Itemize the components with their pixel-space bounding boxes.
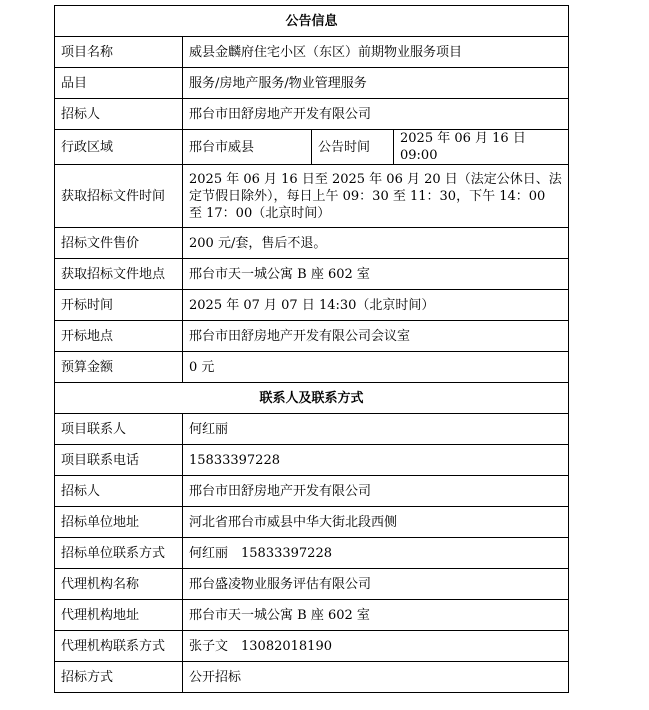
row-label: 预算金额 xyxy=(55,352,183,383)
table-row xyxy=(55,259,569,290)
section-header-row xyxy=(55,383,569,414)
table-row xyxy=(55,631,569,662)
project-contact-value: 何红丽 xyxy=(183,414,569,445)
table-row xyxy=(55,130,569,165)
doc-location-value: 邢台市天一城公寓 B 座 602 室 xyxy=(183,259,569,290)
table-row xyxy=(55,68,569,99)
contact-tenderer-value: 邢台市田舒房地产开发有限公司 xyxy=(183,476,569,507)
row-label: 代理机构地址 xyxy=(55,600,183,631)
announce-time-value: 2025 年 06 月 16 日 09:00 xyxy=(394,130,569,165)
row-label: 招标方式 xyxy=(55,662,183,693)
tender-method-value: 公开招标 xyxy=(183,662,569,693)
row-label: 品目 xyxy=(55,68,183,99)
row-label: 开标时间 xyxy=(55,290,183,321)
table-row xyxy=(55,600,569,631)
table-row xyxy=(55,445,569,476)
table-row xyxy=(55,352,569,383)
announcement-table xyxy=(54,5,569,693)
table-row xyxy=(55,662,569,693)
table-row xyxy=(55,538,569,569)
row-label: 获取招标文件时间 xyxy=(55,165,183,228)
table-row xyxy=(55,507,569,538)
row-label: 代理机构名称 xyxy=(55,569,183,600)
section-title-contacts: 联系人及联系方式 xyxy=(55,383,569,414)
table-row xyxy=(55,290,569,321)
project-phone-value: 15833397228 xyxy=(183,445,569,476)
agency-address-value: 邢台市天一城公寓 B 座 602 室 xyxy=(183,600,569,631)
project-name-value: 威县金麟府住宅小区（东区）前期物业服务项目 xyxy=(183,37,569,68)
section-title-announcement: 公告信息 xyxy=(55,6,569,37)
table-row xyxy=(55,321,569,352)
row-label: 招标人 xyxy=(55,476,183,507)
row-label: 代理机构联系方式 xyxy=(55,631,183,662)
agency-name-value: 邢台盛凌物业服务评估有限公司 xyxy=(183,569,569,600)
tenderer-value: 邢台市田舒房地产开发有限公司 xyxy=(183,99,569,130)
row-label: 行政区域 xyxy=(55,130,183,165)
row-label: 项目联系人 xyxy=(55,414,183,445)
doc-price-value: 200 元/套，售后不退。 xyxy=(183,228,569,259)
announce-time-label: 公告时间 xyxy=(312,130,394,165)
category-value: 服务/房地产服务/物业管理服务 xyxy=(183,68,569,99)
tenderer-contact-value: 何红丽 15833397228 xyxy=(183,538,569,569)
row-label: 招标文件售价 xyxy=(55,228,183,259)
row-label: 招标单位联系方式 xyxy=(55,538,183,569)
table-row xyxy=(55,37,569,68)
row-label: 获取招标文件地点 xyxy=(55,259,183,290)
row-label: 招标单位地址 xyxy=(55,507,183,538)
row-label: 开标地点 xyxy=(55,321,183,352)
table-row xyxy=(55,476,569,507)
row-label: 项目联系电话 xyxy=(55,445,183,476)
section-header-row xyxy=(55,6,569,37)
table-row xyxy=(55,414,569,445)
table-row xyxy=(55,99,569,130)
row-label: 项目名称 xyxy=(55,37,183,68)
region-value: 邢台市威县 xyxy=(183,130,312,165)
open-location-value: 邢台市田舒房地产开发有限公司会议室 xyxy=(183,321,569,352)
open-time-value: 2025 年 07 月 07 日 14:30（北京时间） xyxy=(183,290,569,321)
agency-contact-value: 张子文 13082018190 xyxy=(183,631,569,662)
budget-value: 0 元 xyxy=(183,352,569,383)
table-row xyxy=(55,569,569,600)
doc-time-value: 2025 年 06 月 16 日至 2025 年 06 月 20 日（法定公休日、法定节假日除外），每日上午 09：30 至 11：30，下午 14：00 至 17：00（北京时间） xyxy=(183,165,569,228)
tenderer-address-value: 河北省邢台市威县中华大街北段西侧 xyxy=(183,507,569,538)
row-label: 招标人 xyxy=(55,99,183,130)
table-row xyxy=(55,165,569,228)
table-row xyxy=(55,228,569,259)
